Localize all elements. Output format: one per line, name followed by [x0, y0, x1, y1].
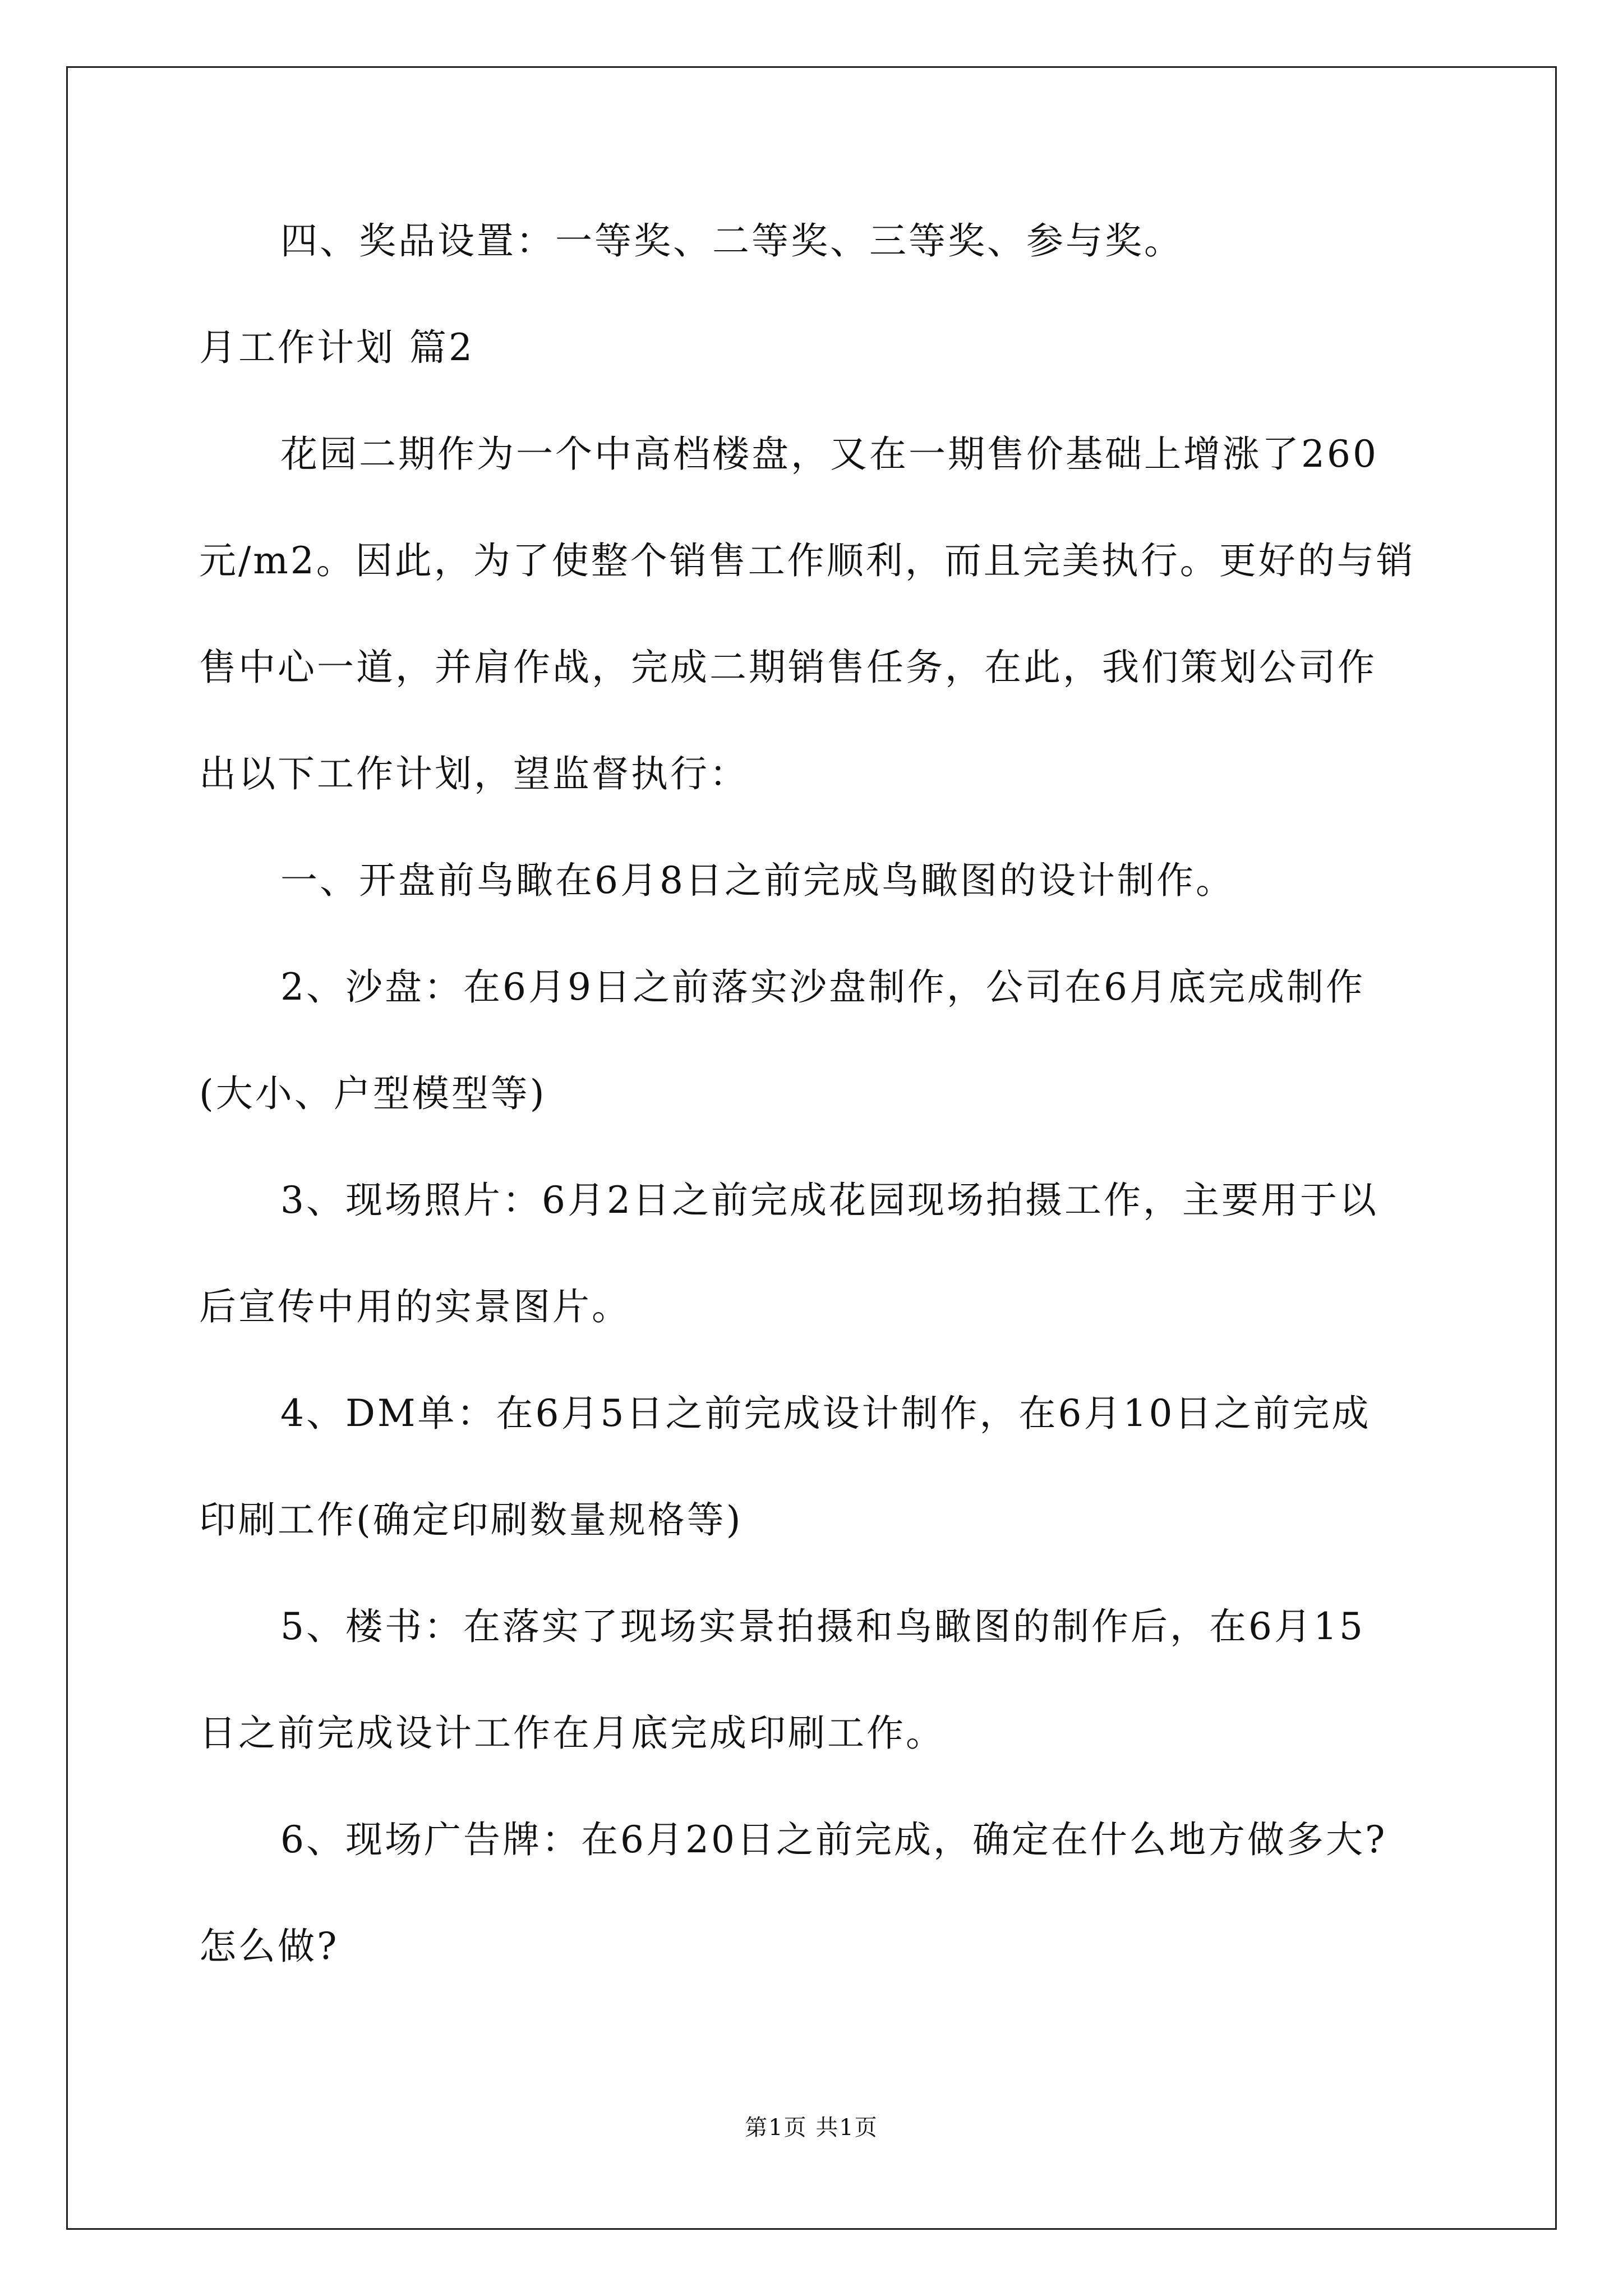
plan-item-3: 3、现场照片：6月2日之前完成花园现场拍摄工作，主要用于以 [280, 1179, 1378, 1222]
paragraph-line: 元/m2。因此，为了使整个销售工作顺利，而且完美执行。更好的与销 [199, 539, 1415, 582]
plan-item-1: 一、开盘前鸟瞰在6月8日之前完成鸟瞰图的设计制作。 [280, 859, 1235, 902]
plan-item-6: 6、现场广告牌：在6月20日之前完成，确定在什么地方做多大? [280, 1818, 1387, 1861]
page-border [66, 66, 1557, 2230]
plan-item-2: 2、沙盘：在6月9日之前落实沙盘制作，公司在6月底完成制作 [280, 965, 1365, 1009]
plan-item-2-cont: (大小、户型模型等) [199, 1072, 547, 1115]
plan-item-6-cont: 怎么做? [199, 1925, 339, 1968]
plan-item-5-cont: 日之前完成设计工作在月底完成印刷工作。 [199, 1711, 945, 1755]
section-heading: 月工作计划 篇2 [199, 326, 474, 369]
plan-item-4-cont: 印刷工作(确定印刷数量规格等) [199, 1498, 743, 1542]
plan-item-3-cont: 后宣传中用的实景图片。 [199, 1285, 631, 1328]
prize-settings-line: 四、奖品设置：一等奖、二等奖、三等奖、参与奖。 [280, 219, 1183, 263]
paragraph-line: 出以下工作计划，望监督执行： [199, 752, 749, 795]
page-footer: 第1页 共1页 [745, 2115, 878, 2141]
paragraph-line: 售中心一道，并肩作战，完成二期销售任务，在此，我们策划公司作 [199, 646, 1377, 689]
plan-item-5: 5、楼书：在落实了现场实景拍摄和鸟瞰图的制作后，在6月15 [280, 1605, 1365, 1648]
paragraph-line: 花园二期作为一个中高档楼盘，又在一期售价基础上增涨了260 [280, 432, 1378, 476]
plan-item-4: 4、DM单：在6月5日之前完成设计制作，在6月10日之前完成 [280, 1392, 1371, 1435]
